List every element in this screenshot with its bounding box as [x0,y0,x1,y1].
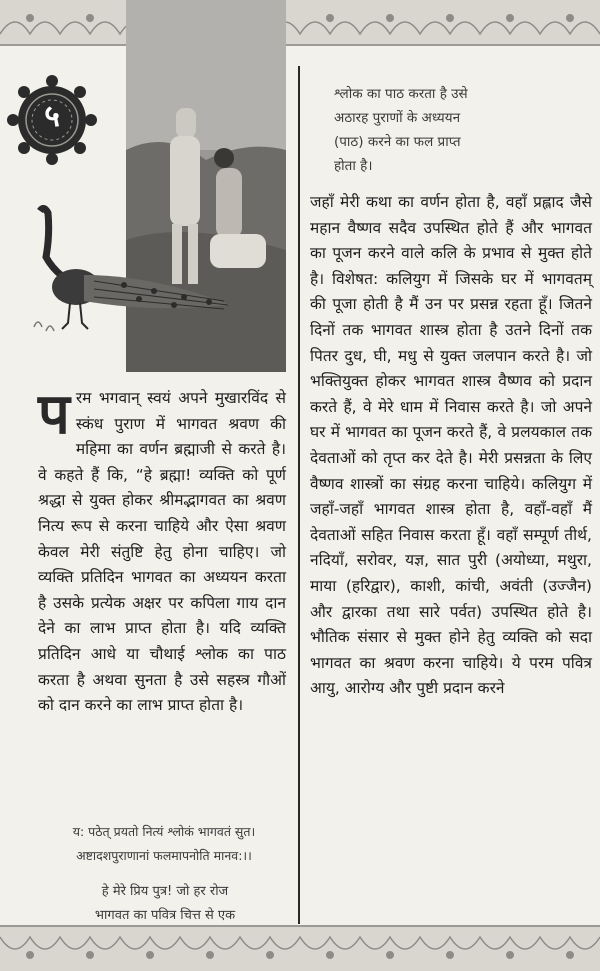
translation-line-3: श्लोक का पाठ करता है उसे [334,86,468,102]
translation-right [334,82,524,178]
bottom-ornament-border [0,925,600,971]
top-ornament-border [0,0,600,46]
drop-cap: प [38,381,70,447]
left-column [38,381,286,719]
sanskrit-verse [36,820,292,868]
chapter-number: ५ [44,99,60,134]
paragraph-text: रम भगवान् स्वयं अपने मुखारविंद से स्कंध पुराण में भागवत श्रवण की महिमा का वर्णन ब्रह्माजी से करते है। वे कहते हैं कि, “हे ब्रह्मा! व्यक्ति को पूर्ण श्रद्धा से युक्त होकर श्रीमद्भागवत का श्रवण नित्य रूप से करना चाहिये और ऐसा श्रवण केवल मेरी संतुष्टि हेतु होना चाहिए। जो व्यक्ति प्रतिदिन भागवत का अध्ययन करता है उसके प्रत्येक अक्षर पर कपिला गाय दान देने का लाभ प्राप्त होता है। यदि व्यक्ति प्रतिदिन आधे या चौथाई श्लोक का पाठ करता है अथवा सुनता है उसे सहस्त्र गौओं को दान करने का लाभ प्राप्त होता है। [38,389,286,715]
verse-line-2: अष्टादशपुराणानां फलमापनोति मानव:।। [76,848,252,863]
translation-line-4: अठारह पुराणों के अध्ययन [334,110,461,126]
translation-line-2: भागवत का पवित्र चित्त से एक [94,908,236,923]
translation-line-5: (पाठ) करने का फल प्राप्त [334,134,461,150]
body-paragraph-right: जहाँ मेरी कथा का वर्णन होता है, वहाँ प्रह्लाद जैसे महान वैष्णव सदैव उपस्थित होते हैं और भागवत का पूजन करने वाले कलि के प्रभाव से मुक्त होते है। विशेषत: कलियुग में जिसके घर में भागवतम् की पूजा होती है मैं उन पर प्रसन्न रहता हूँ। जितने दिनों तक भागवत शास्त्र होता है उतने दिनों तक पितर दुध, घी, मधु से युक्त जलपान करते है। जो भक्तियुक्त होकर भागवत शास्त्र वैष्णव को प्रदान करते हैं, वे मेरे धाम में निवास करते है। जो अपने घर में भागवत का पूजन करते हैं, वे प्रलयकाल तक देवताओं को तृप्त कर देते है। मेरी प्रसन्नता के लिए वैष्णव शास्त्रों का संग्रह करना चाहिये। कलियुग में जहाँ-जहाँ भागवत शास्त्र होता है, वहाँ-वहाँ मैं देवताओं सहित निवास करता हूँ। वहाँ सम्पूर्ण तीर्थ, नदियाँ, सरोवर, यज्ञ, सात पुरी (अयोध्या, मथुरा, माया (हरिद्वार), काशी, कांची, अवंती (उज्जैन) और द्वारका तथा सारे पर्वत) उपस्थित होते है। भौतिक संसार से मुक्त होने हेतु व्यक्ति को सदा भागवत का श्रवण करना चाहिये। ये परम पवित्र आयु, आरोग्य और पुष्टी प्रदान करने [310,193,592,698]
right-column [310,190,592,702]
chapter-badge [4,72,100,168]
peacock-illustration [24,205,234,335]
body-paragraph-left [38,381,286,719]
translation-line-1: हे मेरे प्रिय पुत्र! जो हर रोज [101,884,229,899]
translation-line-6: होता है। [334,158,373,174]
verse-line-1: य: पठेत् प्रयतो नित्यं श्लोकं भागवतं सुत। [72,824,256,839]
column-divider [298,66,300,924]
translation-left [54,880,276,928]
